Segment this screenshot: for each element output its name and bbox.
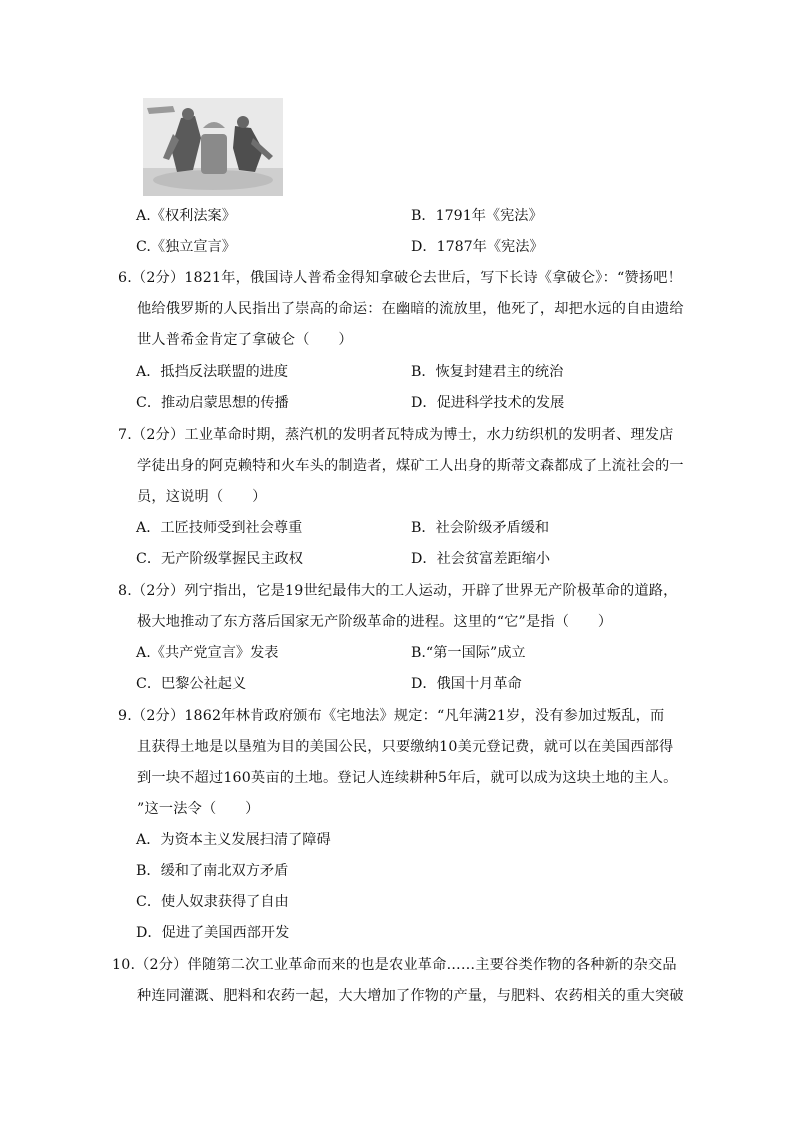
q6-option-c[interactable]: C．推动启蒙思想的传播 [136,395,289,411]
q9-option-c[interactable]: C．使人奴隶获得了自由 [136,894,289,910]
q7-option-a[interactable]: A．工匠技师受到社会尊重 [136,520,303,536]
q6-option-b[interactable]: B．恢复封建君主的统治 [411,364,564,380]
q7-option-c[interactable]: C．无产阶级掌握民主政权 [136,551,303,567]
q6-option-d[interactable]: D．促进科学技术的发展 [411,395,565,411]
q6-stem-line: 6.（2分）1821年，俄国诗人普希金得知拿破仑去世后，写下长诗《拿破仑》：“赞扬吧！ [118,270,682,286]
illustration-image [143,98,283,196]
q7-stem-line: 员，这说明（ ） [137,489,267,505]
q8-stem-line: 极大地推动了东方落后国家无产阶级革命的进程。这里的“它”是指（ ） [137,614,613,630]
q8-option-b[interactable]: B.“第一国际”成立 [411,645,526,661]
q9-option-b[interactable]: B．缓和了南北双方矛盾 [136,863,289,879]
q6-stem-line: 世人普希金肯定了拿破仑（ ） [137,332,353,348]
q8-stem-line: 8.（2分）列宁指出，它是19世纪最伟大的工人运动，开辟了世界无产阶极革命的道路， [118,583,678,599]
q6-option-a[interactable]: A．抵挡反法联盟的进度 [136,364,289,380]
q7-stem-line: 学徒出身的阿克赖特和火车头的制造者，煤矿工人出身的斯蒂文森都成了上流社会的一 [137,458,684,474]
q6-stem-line: 他给俄罗斯的人民指出了崇高的命运：在幽暗的流放里，他死了，却把水远的自由遗给 [137,301,684,317]
q9-option-d[interactable]: D．促进了美国西部开发 [136,925,290,941]
q9-stem-line: 且获得土地是以垦殖为目的美国公民，只要缴纳10美元登记费，就可以在美国西部得 [137,739,674,755]
q10-stem-line: 10.（2分）伴随第二次工业革命而来的也是农业革命……主要谷类作物的各种新的杂交品 [112,957,677,973]
q9-stem-line: 到一块不超过160英亩的土地。登记人连续耕种5年后，就可以成为这块土地的主人。 [137,770,678,786]
q7-option-d[interactable]: D．社会贫富差距缩小 [411,551,551,567]
q7-stem-line: 7.（2分）工业革命时期，蒸汽机的发明者瓦特成为博士，水力纺织机的发明者、理发店 [118,427,674,443]
q8-option-c[interactable]: C．巴黎公社起义 [136,676,247,692]
q9-stem-line: ”这一法令（ ） [137,801,260,817]
q9-stem-line: 9.（2分）1862年林肯政府颁布《宅地法》规定：“凡年满21岁，没有参加过叛乱，而 [118,708,665,724]
q5-option-c[interactable]: C.《独立宣言》 [136,239,236,255]
q8-option-a[interactable]: A.《共产党宣言》发表 [136,645,279,661]
q9-option-a[interactable]: A．为资本主义发展扫清了障碍 [136,832,331,848]
q5-option-a[interactable]: A.《权利法案》 [136,208,236,224]
q10-stem-line: 种连同灌溉、肥料和农药一起，大大增加了作物的产量，与肥料、农药相关的重大突破 [137,988,684,1004]
q7-option-b[interactable]: B．社会阶级矛盾缓和 [411,520,550,536]
q8-option-d[interactable]: D．俄国十月革命 [411,676,522,692]
q5-option-b[interactable]: B．1791年《宪法》 [411,208,543,224]
q5-option-d[interactable]: D．1787年《宪法》 [411,239,544,255]
engraving-illustration [143,98,283,196]
